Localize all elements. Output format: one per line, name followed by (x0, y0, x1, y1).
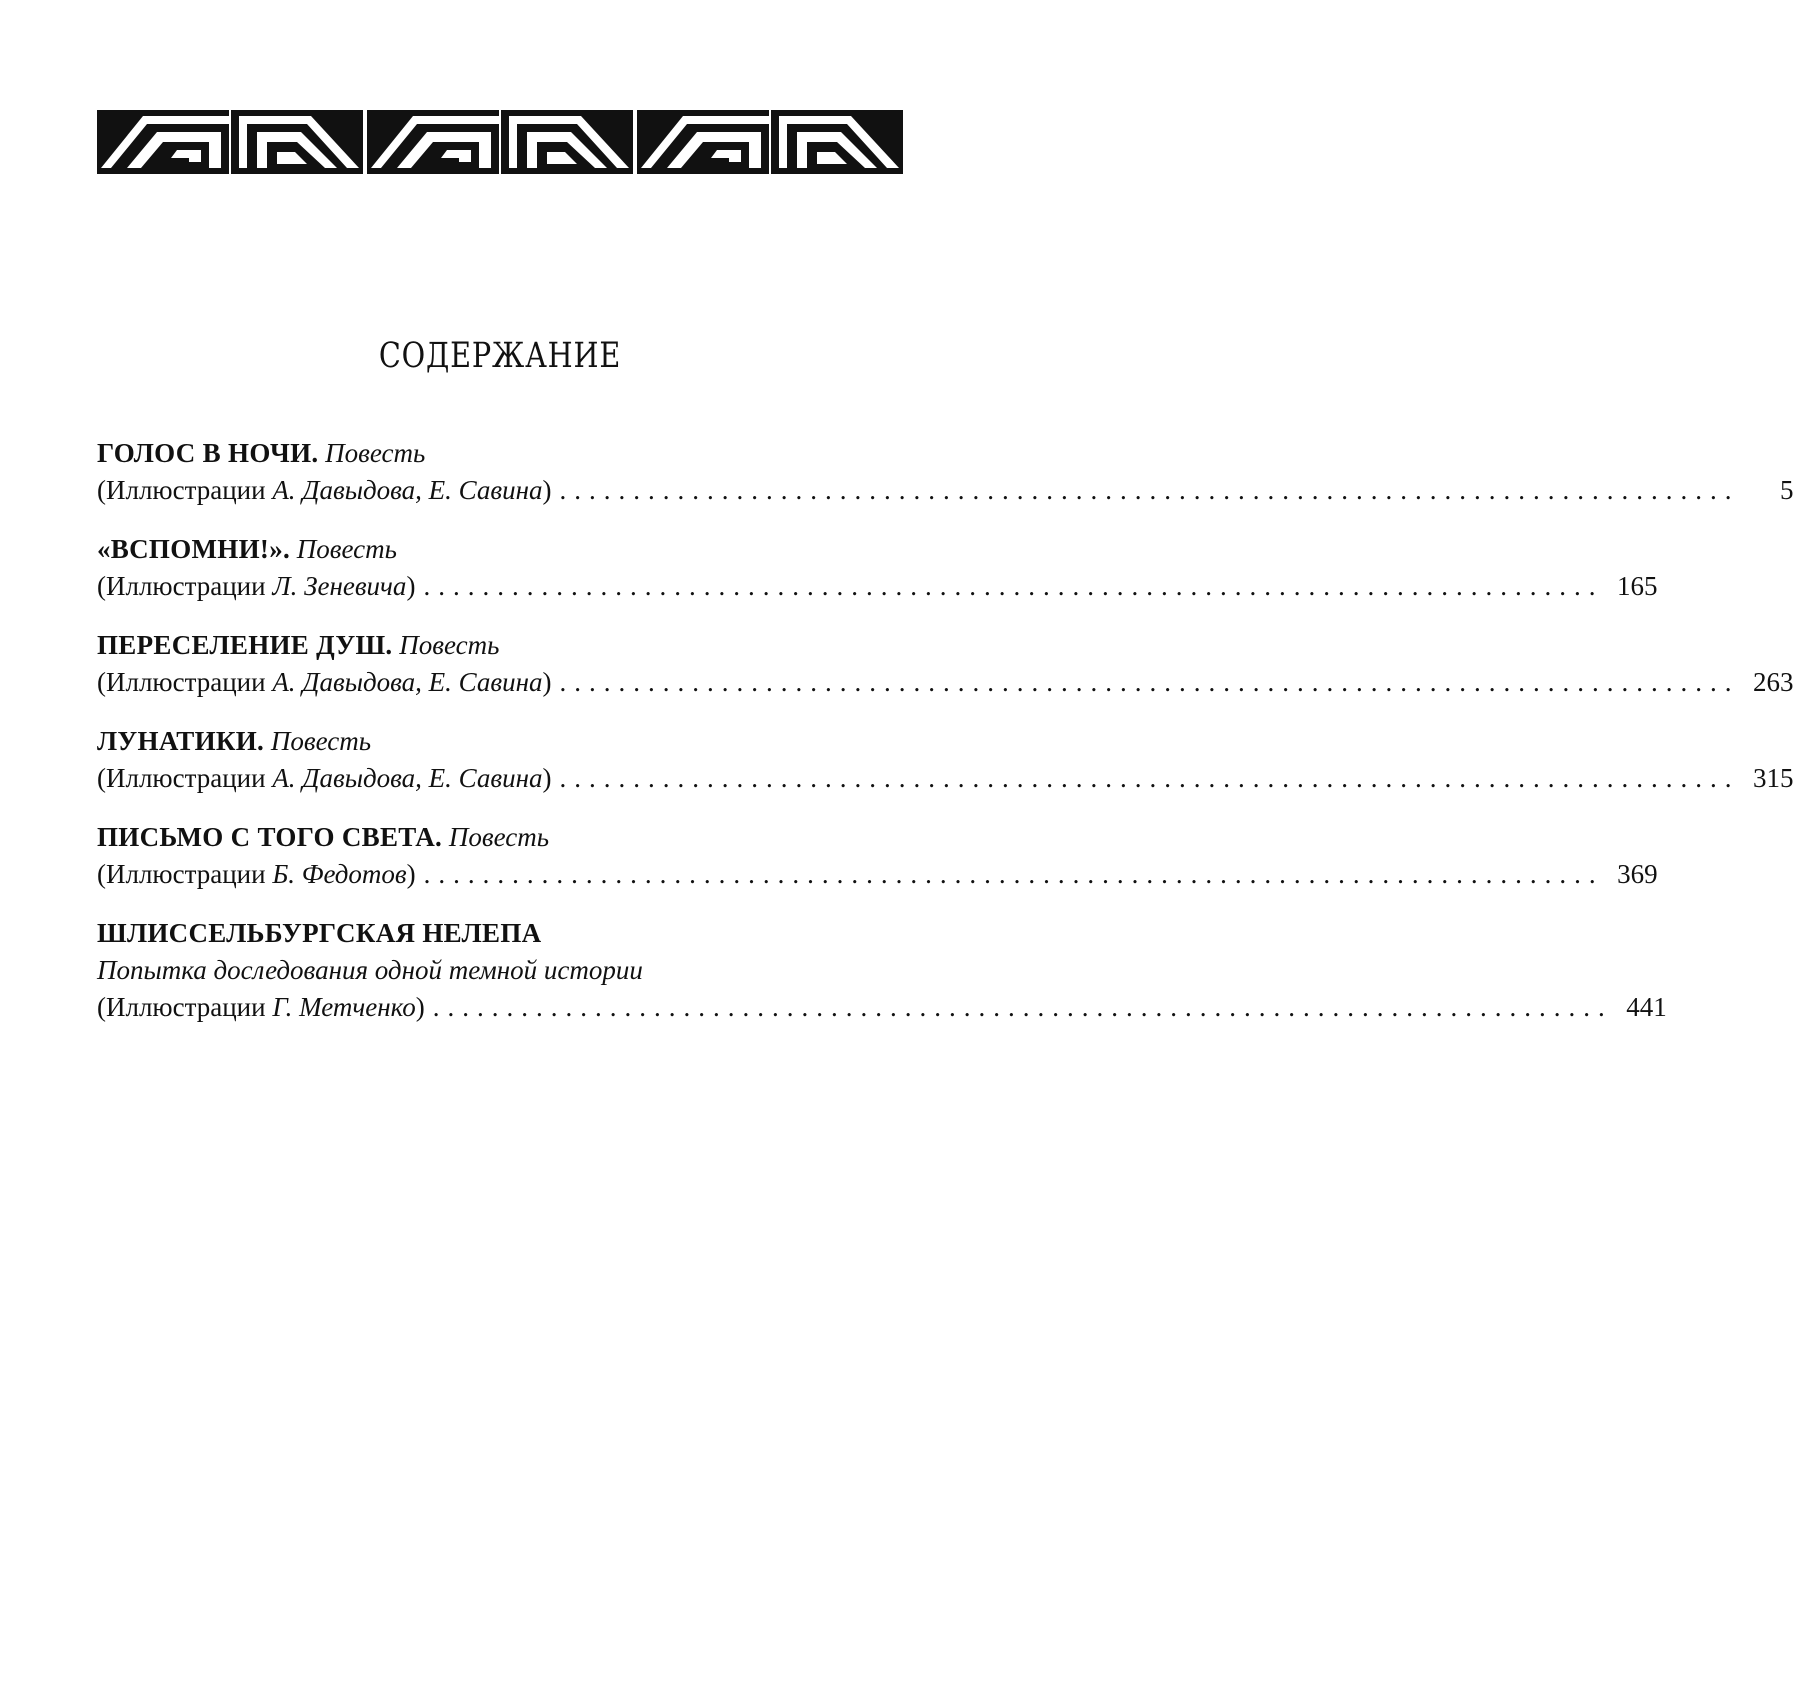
page-number: 315 (1752, 763, 1793, 793)
page-number: 5 (1779, 475, 1793, 505)
toc-entry[interactable] (97, 627, 1793, 701)
illustrations-line (97, 472, 1793, 509)
dot-leader: ................................................................................ (559, 763, 1740, 793)
page-number: 369 (1617, 859, 1658, 889)
illustrations-prefix: (Иллюстрации (97, 667, 273, 697)
dot-leader: ................................................................................ (423, 571, 1604, 601)
story-genre: Повесть (325, 438, 426, 468)
illustrations-suffix: ) (542, 763, 552, 793)
story-genre: Повесть (270, 726, 371, 756)
illustrations-prefix: (Иллюстрации (97, 475, 273, 505)
illustrations-line (97, 664, 1793, 701)
story-title: «ВСПОМНИ!». (97, 534, 291, 564)
illustrations-line (97, 989, 1667, 1026)
greek-key-ornament-icon (97, 110, 907, 174)
toc-entry[interactable] (97, 531, 1658, 605)
story-title: ПЕРЕСЕЛЕНИЕ ДУШ. (97, 630, 393, 660)
dot-leader: ................................................................................ (423, 859, 1604, 889)
illustrations-line (97, 856, 1658, 893)
illustrations-suffix: ) (542, 475, 552, 505)
illustrators: Г. Метченко (272, 992, 416, 1022)
illustrators: Б. Федотов (272, 859, 407, 889)
toc-entry-heading (97, 627, 907, 664)
story-title: ЛУНАТИКИ. (97, 726, 265, 756)
table-of-contents (97, 435, 1793, 1026)
toc-entry[interactable] (97, 723, 1793, 797)
story-genre: Повесть (448, 822, 549, 852)
toc-entry[interactable] (97, 915, 1667, 1026)
toc-entry[interactable] (97, 819, 1658, 893)
illustrations-suffix: ) (415, 992, 425, 1022)
story-genre: Повесть (399, 630, 500, 660)
story-subtitle: Попытка доследования одной темной истории (97, 955, 643, 985)
toc-entry-heading (97, 915, 907, 952)
page-title: СОДЕРЖАНИЕ (378, 336, 622, 376)
page-number: 441 (1626, 992, 1667, 1022)
page-number: 165 (1616, 571, 1658, 601)
illustrations-prefix: (Иллюстрации (97, 763, 273, 793)
toc-entry-heading (97, 435, 907, 472)
illustrations-suffix: ) (406, 571, 416, 601)
illustrations-prefix: (Иллюстрации (97, 992, 273, 1022)
illustrations-suffix: ) (542, 667, 552, 697)
illustrations-line (97, 760, 1793, 797)
illustrations-prefix: (Иллюстрации (97, 571, 273, 601)
illustrations-line (97, 568, 1658, 605)
toc-entry-heading (97, 819, 907, 856)
story-title: ПИСЬМО С ТОГО СВЕТА. (97, 822, 443, 852)
story-title: ШЛИССЕЛЬБУРГСКАЯ НЕЛЕПА (97, 918, 542, 948)
illustrations-prefix: (Иллюстрации (97, 859, 273, 889)
illustrators: А. Давыдова, Е. Савина (272, 763, 543, 793)
dot-leader: ................................................................................ (559, 667, 1740, 697)
story-title: ГОЛОС В НОЧИ. (97, 438, 319, 468)
illustrators: Л. Зеневича (272, 571, 407, 601)
dot-leader: ................................................................................ (559, 475, 1740, 505)
illustrators: А. Давыдова, Е. Савина (272, 475, 543, 505)
toc-entry-heading (97, 531, 907, 568)
toc-entry-heading (97, 723, 907, 760)
dot-leader: ................................................................................ (432, 992, 1613, 1022)
illustrators: А. Давыдова, Е. Савина (272, 667, 543, 697)
toc-entry[interactable] (97, 435, 1793, 509)
page-number: 263 (1752, 667, 1793, 697)
illustrations-suffix: ) (406, 859, 416, 889)
story-genre: Повесть (296, 534, 397, 564)
